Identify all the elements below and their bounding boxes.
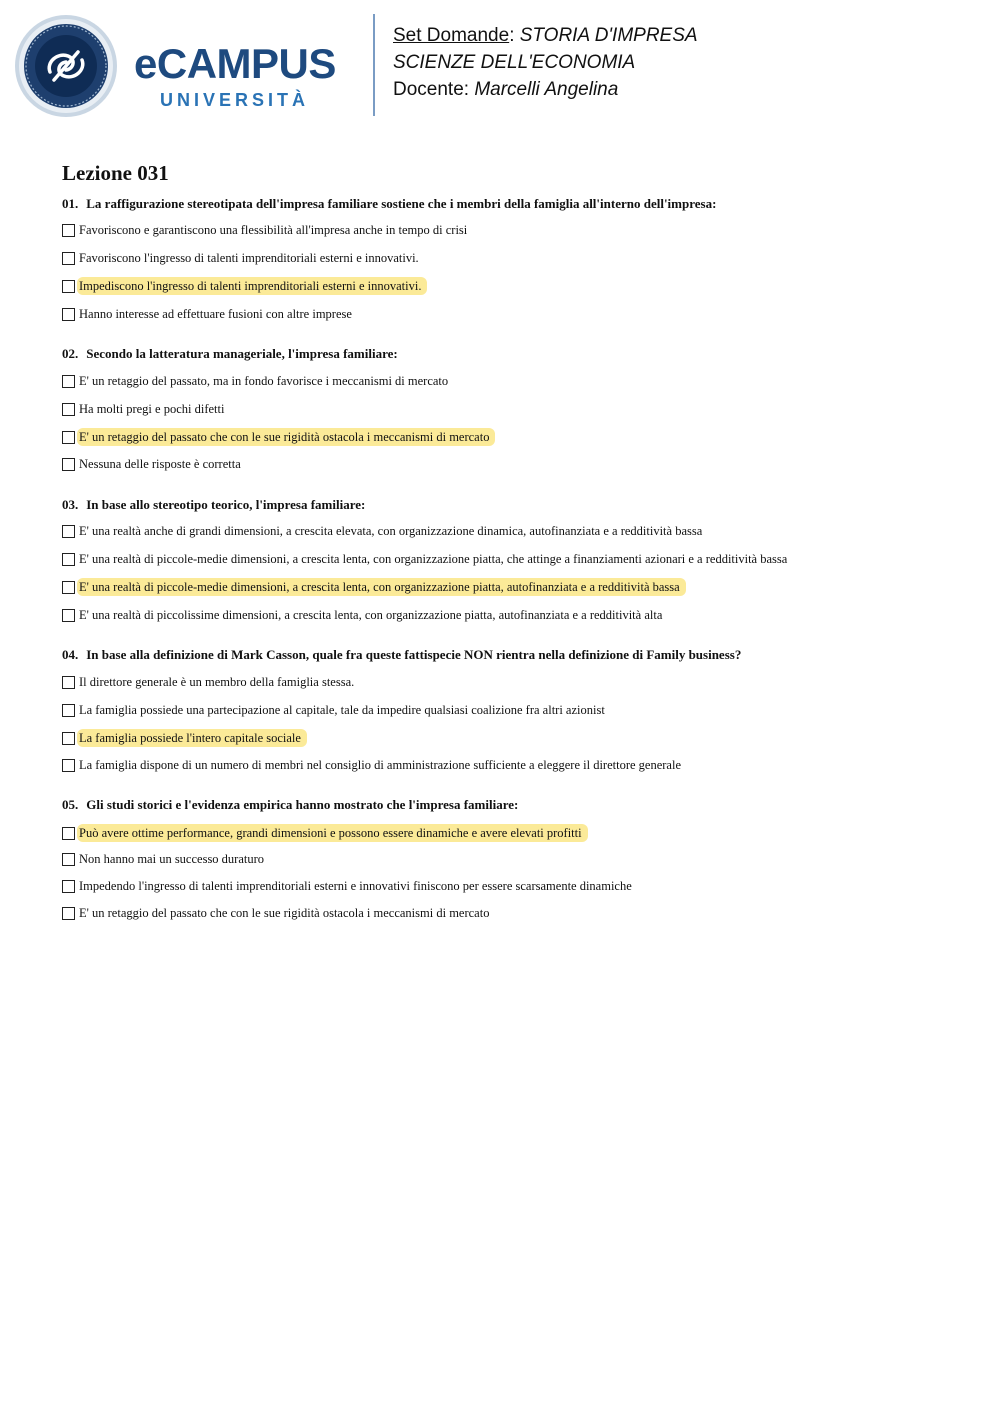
teacher-line: [393, 76, 698, 103]
ecampus-logo: [134, 40, 356, 116]
lesson-title: Lezione 031: [62, 161, 169, 185]
answer-option[interactable]: [62, 248, 425, 268]
answer-text-highlighted: Può avere ottime performance, grandi dimensioni e possono essere dinamiche e avere elevati profitti: [77, 824, 588, 842]
checkbox[interactable]: [62, 525, 75, 538]
checkbox[interactable]: [62, 732, 75, 745]
header-info: [393, 22, 698, 103]
header-divider: [373, 14, 375, 116]
answer-option[interactable]: [62, 399, 230, 419]
set-line: Set Domande: STORIA D'IMPRESA: [393, 25, 698, 46]
question-text: La raffigurazione stereotipata dell'impresa familiare sostiene che i membri della famiglia all'interno dell'impresa:: [86, 196, 717, 211]
question-01: [62, 196, 716, 212]
answer-option-correct[interactable]: [62, 427, 495, 447]
answer-text: Il direttore generale è un membro della famiglia stessa.: [79, 675, 355, 689]
checkbox[interactable]: [62, 853, 75, 866]
answer-option[interactable]: [62, 454, 247, 474]
answer-text-highlighted: E' un retaggio del passato che con le sue rigidità ostacola i meccanismi di mercato: [77, 428, 495, 446]
question-number: 02.: [62, 346, 79, 361]
checkbox[interactable]: [62, 907, 75, 920]
answer-text: Favoriscono l'ingresso di talenti imprenditoriali esterni e innovativi.: [79, 251, 419, 265]
answer-text: E' un retaggio del passato che con le sue rigidità ostacola i meccanismi di mercato: [79, 906, 490, 920]
answer-text-highlighted: Impediscono l'ingresso di talenti imprenditoriali esterni e innovativi.: [77, 277, 427, 295]
answer-option[interactable]: [62, 549, 793, 569]
logo-wordmark: eCAMPUS: [134, 40, 336, 87]
answer-option-correct[interactable]: [62, 577, 686, 597]
question-02: [62, 346, 398, 362]
question-text: Gli studi storici e l'evidenza empirica hanno mostrato che l'impresa familiare:: [86, 797, 519, 812]
answer-text: Hanno interesse ad effettuare fusioni con altre imprese: [79, 307, 352, 321]
checkbox[interactable]: [62, 431, 75, 444]
question-text: Secondo la latteratura manageriale, l'impresa familiare:: [86, 346, 398, 361]
checkbox[interactable]: [62, 553, 75, 566]
answer-option[interactable]: [62, 876, 638, 896]
answer-text: E' una realtà di piccolissime dimensioni, a crescita lenta, con organizzazione piatta, autofinanziata e a redditività alta: [79, 608, 663, 622]
answer-option[interactable]: [62, 849, 270, 869]
checkbox[interactable]: [62, 827, 75, 840]
checkbox[interactable]: [62, 581, 75, 594]
answer-option-correct[interactable]: [62, 823, 588, 843]
answer-option[interactable]: [62, 755, 687, 775]
checkbox[interactable]: [62, 609, 75, 622]
question-number: 04.: [62, 647, 79, 662]
answer-text: Non hanno mai un successo duraturo: [79, 852, 265, 866]
checkbox[interactable]: [62, 308, 75, 321]
university-seal-logo: [14, 14, 118, 118]
logo-subtitle: UNIVERSITÀ: [160, 90, 310, 110]
answer-text: Nessuna delle risposte è corretta: [79, 457, 241, 471]
answer-option[interactable]: [62, 903, 495, 923]
answer-option-correct[interactable]: [62, 276, 427, 296]
checkbox[interactable]: [62, 375, 75, 388]
question-text: In base allo stereotipo teorico, l'impresa familiare:: [86, 497, 366, 512]
answer-text-highlighted: La famiglia possiede l'intero capitale sociale: [77, 729, 307, 747]
set-label: Set Domande: [393, 25, 510, 46]
question-05: [62, 797, 518, 813]
answer-option[interactable]: [62, 605, 668, 625]
question-number: 03.: [62, 497, 79, 512]
answer-text: Impedendo l'ingresso di talenti imprenditoriali esterni e innovativi finiscono per essere scarsamente dinamiche: [79, 879, 632, 893]
answer-option[interactable]: [62, 672, 360, 692]
checkbox[interactable]: [62, 880, 75, 893]
answer-option[interactable]: [62, 700, 611, 720]
course-name: SCIENZE DELL'ECONOMIA: [393, 52, 636, 73]
answer-option[interactable]: [62, 371, 454, 391]
answer-text: E' un retaggio del passato, ma in fondo favorisce i meccanismi di mercato: [79, 374, 449, 388]
teacher-value: Marcelli Angelina: [474, 79, 619, 100]
checkbox[interactable]: [62, 403, 75, 416]
answer-text: La famiglia possiede una partecipazione al capitale, tale da impedire qualsiasi coalizione fra altri azionist: [79, 703, 605, 717]
answer-option-correct[interactable]: [62, 728, 307, 748]
answer-text: E' una realtà di piccole-medie dimensioni, a crescita lenta, con organizzazione piatta, che attinge a finanziamenti azionari e a redditività bassa: [79, 552, 788, 566]
answer-option[interactable]: [62, 521, 708, 541]
question-03: [62, 497, 365, 513]
answer-text: Favoriscono e garantiscono una flessibilità all'impresa anche in tempo di crisi: [79, 223, 468, 237]
answer-text: Ha molti pregi e pochi difetti: [79, 402, 225, 416]
question-number: 01.: [62, 196, 79, 211]
set-value: STORIA D'IMPRESA: [519, 25, 698, 46]
question-04: [62, 647, 741, 663]
question-text: In base alla definizione di Mark Casson, quale fra queste fattispecie NON rientra nella definizione di Family business?: [86, 647, 742, 662]
teacher-label: Docente:: [393, 79, 470, 100]
answer-option[interactable]: [62, 220, 473, 240]
answer-text: E' una realtà anche di grandi dimensioni, a crescita elevata, con organizzazione dinamica, autofinanziata e a redditività bassa: [79, 524, 703, 538]
checkbox[interactable]: [62, 458, 75, 471]
checkbox[interactable]: [62, 280, 75, 293]
checkbox[interactable]: [62, 252, 75, 265]
checkbox[interactable]: [62, 676, 75, 689]
question-number: 05.: [62, 797, 79, 812]
answer-text-highlighted: E' una realtà di piccole-medie dimensioni, a crescita lenta, con organizzazione piatta, autofinanziata e a redditività bassa: [77, 578, 686, 596]
checkbox[interactable]: [62, 759, 75, 772]
answer-option[interactable]: [62, 304, 358, 324]
checkbox[interactable]: [62, 224, 75, 237]
checkbox[interactable]: [62, 704, 75, 717]
answer-text: La famiglia dispone di un numero di membri nel consiglio di amministrazione sufficiente a eleggere il direttore generale: [79, 758, 682, 772]
